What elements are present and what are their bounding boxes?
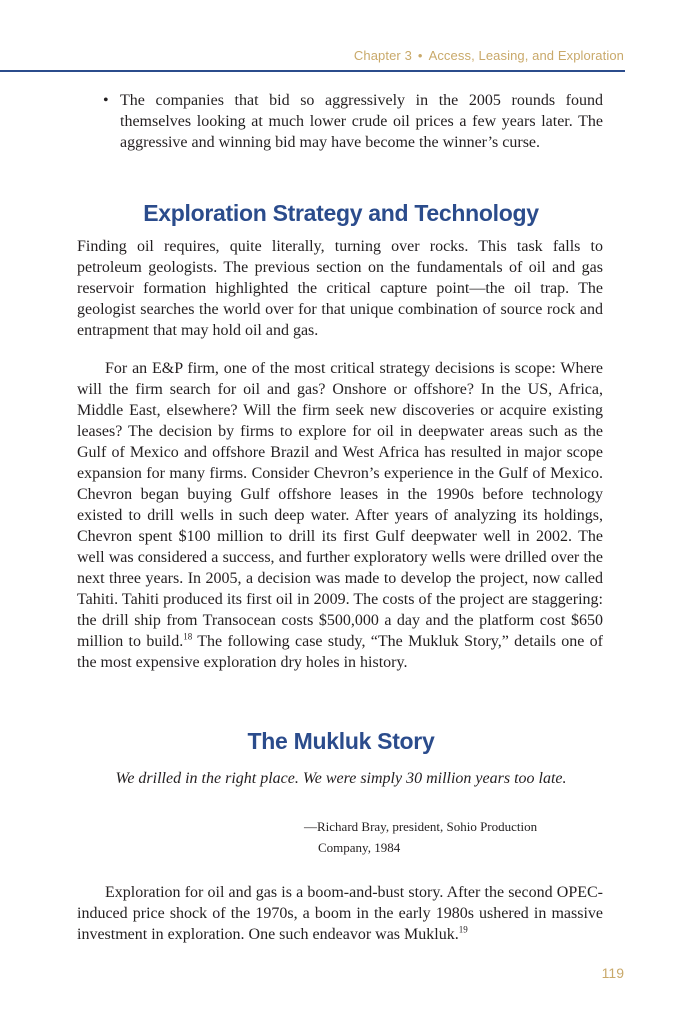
epigraph: We drilled in the right place. We were simply 30 million years too late.	[115, 770, 567, 787]
paragraph-mukluk-1-body: Exploration for oil and gas is a boom-and-bust story. After the second OPEC-induced price shock of the 1970s, a boom in the early 1980s ushered in massive investment in exploration. One such endeavor was Mukluk.	[77, 884, 603, 943]
paragraph-exploration-2	[77, 358, 603, 673]
epigraph-attribution	[304, 816, 584, 858]
chapter-label: Chapter 3	[353, 48, 412, 63]
bullet-text: The companies that bid so aggressively in the 2005 rounds found themselves looking at much lower crude oil prices a few years later. The aggressive and winning bid may have become the winner’s curse.	[120, 92, 603, 151]
section-title-mukluk: The Mukluk Story	[247, 728, 435, 754]
attribution-line-1: —Richard Bray, president, Sohio Production	[304, 819, 538, 834]
header-separator: •	[417, 48, 423, 63]
footnote-ref-19[interactable]: 19	[458, 924, 468, 935]
section-title-exploration: Exploration Strategy and Technology	[143, 200, 539, 226]
paragraph-mukluk-1	[77, 882, 603, 945]
attribution-line-2: Company, 1984	[318, 840, 401, 855]
paragraph-exploration-2-tail: The following case study, “The Mukluk Story,” details one of the most expensive exploration dry holes in history.	[77, 633, 604, 671]
bullet-marker: •	[103, 92, 109, 109]
running-head	[0, 48, 624, 63]
paragraph-exploration-1: Finding oil requires, quite literally, turning over rocks. This task falls to petroleum geologists. The previous section on the fundamentals of oil and gas reservoir formation highlighted the critical capture point—the oil trap. The geologist searches the world over for that unique combination of source rock and entrapment that may hold oil and gas.	[77, 238, 603, 339]
bullet-item	[103, 90, 603, 153]
chapter-title: Access, Leasing, and Exploration	[428, 48, 624, 63]
paragraph-exploration-2-body: For an E&P firm, one of the most critical strategy decisions is scope: Where will the firm search for oil and gas? Onshore or offshore? In the US, Africa, Middle East, elsewhere? Will the firm seek new discoveries or acquire existing leases? The decision by firms to explore for oil in deepwater areas such as the Gulf of Mexico and offshore Brazil and West Africa has resulted in major scope expansion for many firms. Consider Chevron’s experience in the Gulf of Mexico. Chevron began buying Gulf offshore leases in the 1990s before technology existed to drill wells in such deep water. After years of analyzing its holdings, Chevron spent $100 million to drill its first Gulf deepwater well in 2002. The well was considered a success, and further exploratory wells were drilled over the next three years. In 2005, a decision was made to develop the project, now called Tahiti. Tahiti produced its first oil in 2009. The costs of the project are staggering: the drill ship from Transocean costs $500,000 a day and the platform cost $650 million to build.	[77, 360, 603, 650]
footnote-ref-18[interactable]: 18	[183, 631, 193, 642]
header-rule	[0, 70, 625, 72]
page-number: 119	[601, 965, 624, 981]
